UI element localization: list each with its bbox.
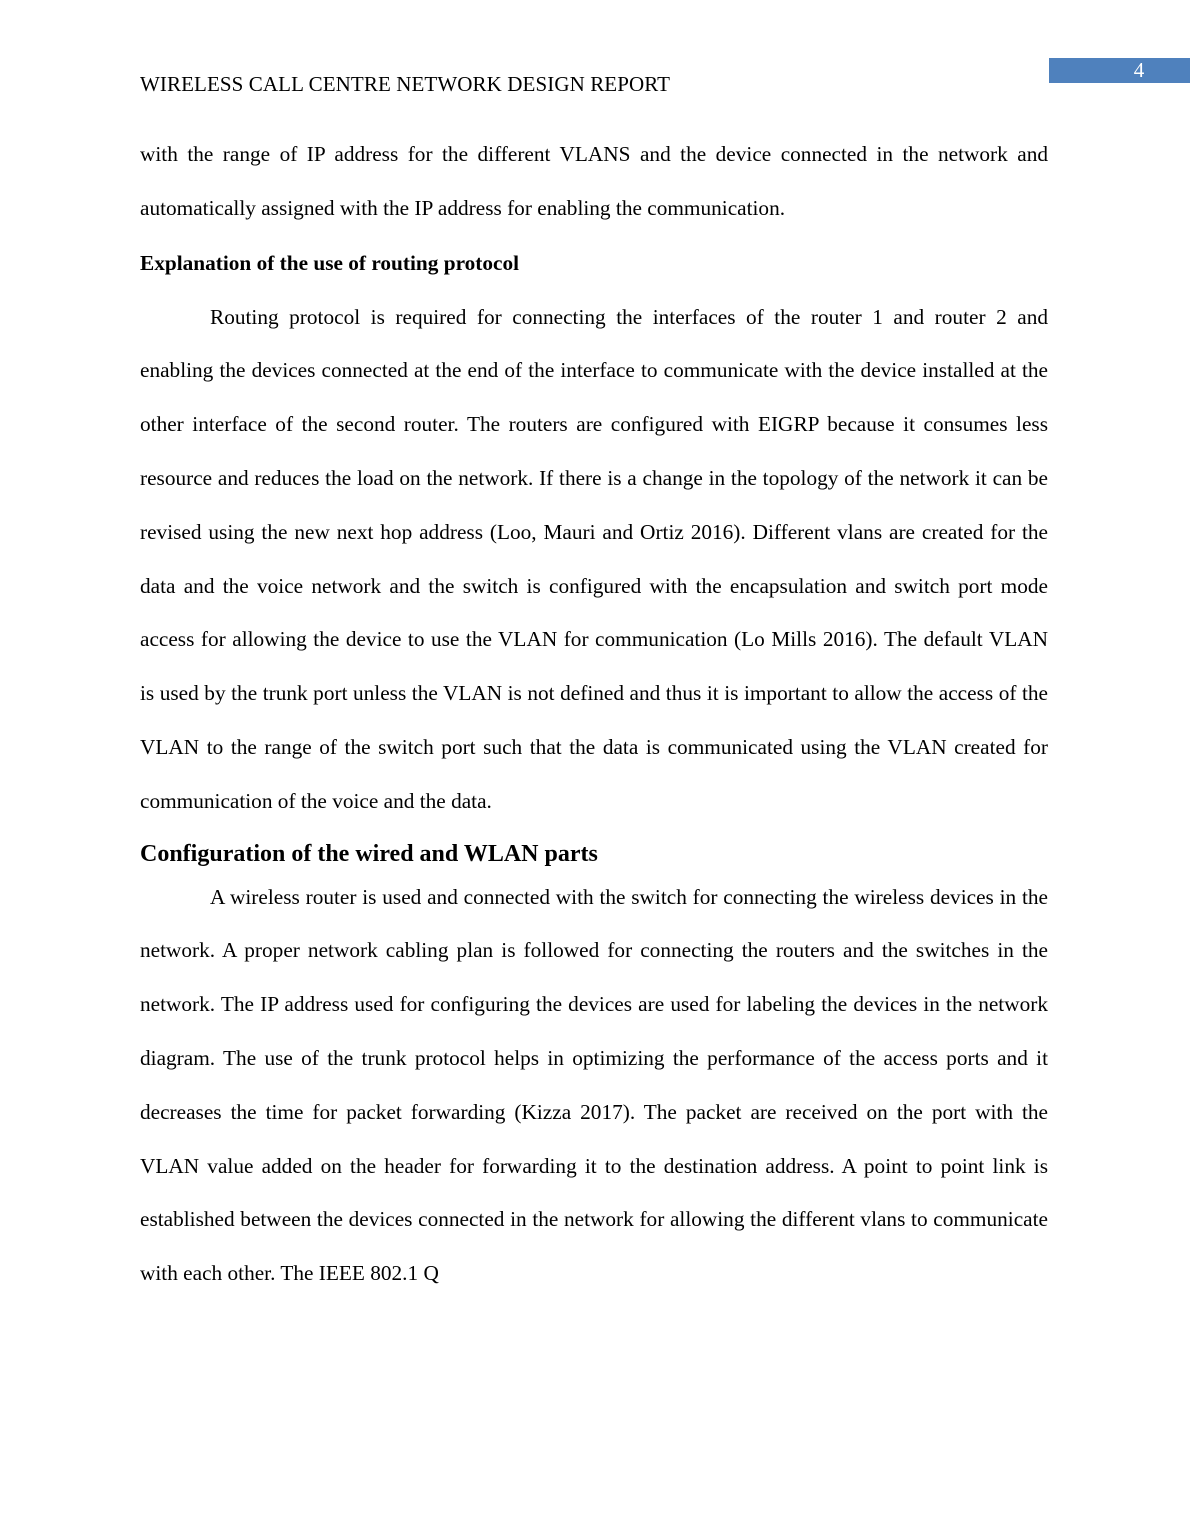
continuation-paragraph: with the range of IP address for the different VLANS and the device connected in the network and automatically assigned with the IP address for enabling the communication. [140,142,1048,220]
routing-protocol-paragraph: Routing protocol is required for connecting the interfaces of the router 1 and router 2 and enabling the devices connected at the end of the interface to communicate with the device installed at the other interface of the second router. The routers are configured with EIGRP because it consumes less resource and reduces the load on the network. If there is a change in the topology of the network it can be revised using the new next hop address (Loo, Mauri and Ortiz 2016). Different vlans are created for the data and the voice network and the switch is configured with the encapsulation and switch port mode access for allowing the device to use the VLAN for communication (Lo Mills 2016). The default VLAN is used by the trunk port unless the VLAN is not defined and thus it is important to allow the access of the VLAN to the range of the switch port such that the data is communicated using the VLAN created for communication of the voice and the data. [140,304,1048,813]
document-body [140,128,1048,1301]
running-header: WIRELESS CALL CENTRE NETWORK DESIGN REPORT [140,72,671,96]
heading-routing-protocol: Explanation of the use of routing protocol [140,250,520,275]
configuration-paragraph: A wireless router is used and connected with the switch for connecting the wireless devices in the network. A proper network cabling plan is followed for connecting the routers and the switches in the network. The IP address used for configuring the devices are used for labeling the devices in the network diagram. The use of the trunk protocol helps in optimizing the performance of the access ports and it decreases the time for packet forwarding (Kizza 2017). The packet are received on the port with the VLAN value added on the header for forwarding it to the destination address. A point to point link is established between the devices connected in the network for allowing the different vlans to communicate with each other. The IEEE 802.1 Q [140,884,1048,1286]
page-number: 4 [1133,58,1145,82]
heading-configuration: Configuration of the wired and WLAN parts [140,840,598,867]
